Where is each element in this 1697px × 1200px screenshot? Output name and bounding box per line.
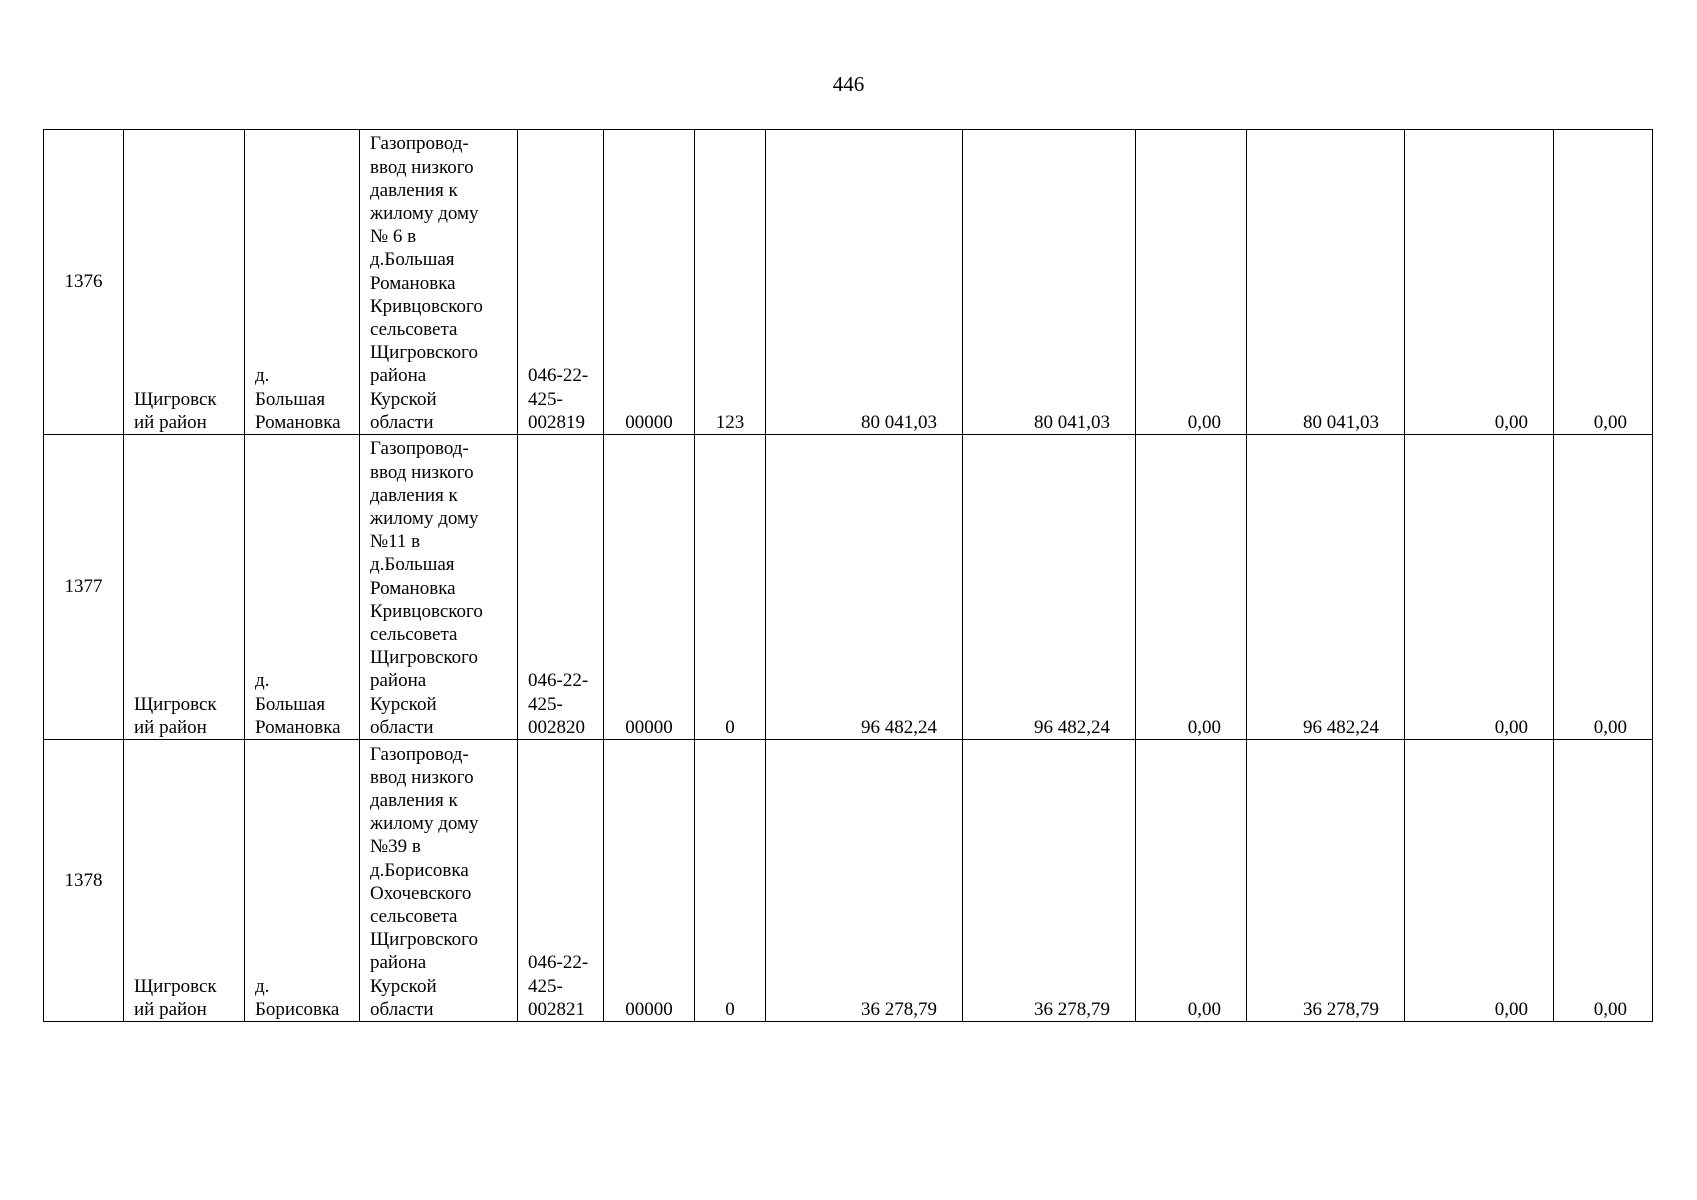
value-4-cell — [1247, 740, 1405, 1022]
value-5: 0,00 — [1494, 411, 1528, 433]
value-6: 0,00 — [1593, 411, 1627, 433]
value-3: 0,00 — [1187, 998, 1221, 1020]
inventory-number-text: 046-22- 425- 002819 — [528, 365, 589, 433]
value-4: 80 041,03 — [1303, 411, 1379, 433]
quantity-value: 123 — [715, 411, 745, 433]
table-row — [44, 740, 1653, 1022]
district-cell — [124, 130, 245, 435]
value-2-cell — [963, 740, 1136, 1022]
object-name-text: Газопровод- ввод низкого давления к жилому дому №39 в д.Борисовка Охочевского сельсовета Щигровского района Курской области — [370, 743, 479, 1020]
value-3-cell — [1136, 435, 1247, 740]
value-6-cell — [1554, 435, 1653, 740]
quantity-value: 0 — [725, 716, 735, 738]
code-cell — [604, 130, 695, 435]
settlement-text: д. Большая Романовка — [255, 365, 341, 433]
inventory-number-text: 046-22- 425- 002820 — [528, 670, 589, 738]
quantity-cell — [695, 130, 766, 435]
row-number-cell — [44, 130, 124, 435]
quantity-cell — [695, 435, 766, 740]
value-6-cell — [1554, 740, 1653, 1022]
value-3-cell — [1136, 130, 1247, 435]
value-2: 36 278,79 — [1034, 998, 1110, 1020]
settlement-text: д. Борисовка — [255, 975, 340, 1020]
quantity-cell — [695, 740, 766, 1022]
row-number: 1378 — [64, 869, 103, 891]
value-2: 80 041,03 — [1034, 411, 1110, 433]
row-number-cell — [44, 435, 124, 740]
row-number-cell — [44, 740, 124, 1022]
district-text: Щигровск ий район — [134, 975, 217, 1020]
value-4-cell — [1247, 130, 1405, 435]
value-5-cell — [1405, 435, 1554, 740]
value-1-cell — [766, 435, 963, 740]
row-number: 1377 — [64, 576, 103, 598]
value-2-cell — [963, 130, 1136, 435]
value-3: 0,00 — [1187, 716, 1221, 738]
object-name-text: Газопровод- ввод низкого давления к жилому дому № 6 в д.Большая Романовка Кривцовского сельсовета Щигровского района Курской области — [370, 133, 483, 433]
settlement-cell — [245, 130, 360, 435]
value-1-cell — [766, 130, 963, 435]
object-name-cell — [360, 435, 518, 740]
value-3: 0,00 — [1187, 411, 1221, 433]
table-row — [44, 130, 1653, 435]
value-4: 96 482,24 — [1303, 716, 1379, 738]
value-1: 80 041,03 — [861, 411, 937, 433]
settlement-cell — [245, 740, 360, 1022]
value-1-cell — [766, 740, 963, 1022]
code-value: 00000 — [625, 411, 673, 433]
asset-register-table — [43, 129, 1653, 1022]
page-number: 446 — [832, 72, 865, 96]
value-4-cell — [1247, 435, 1405, 740]
district-text: Щигровск ий район — [134, 388, 217, 433]
object-name-cell — [360, 740, 518, 1022]
settlement-cell — [245, 435, 360, 740]
inventory-number-cell — [518, 435, 604, 740]
code-cell — [604, 435, 695, 740]
value-5-cell — [1405, 130, 1554, 435]
table-row — [44, 435, 1653, 740]
code-value: 00000 — [625, 716, 673, 738]
value-6: 0,00 — [1593, 998, 1627, 1020]
value-1: 96 482,24 — [861, 716, 937, 738]
value-3-cell — [1136, 740, 1247, 1022]
value-1: 36 278,79 — [861, 998, 937, 1020]
value-6: 0,00 — [1593, 716, 1627, 738]
code-cell — [604, 740, 695, 1022]
code-value: 00000 — [625, 998, 673, 1020]
quantity-value: 0 — [725, 998, 735, 1020]
value-5: 0,00 — [1494, 998, 1528, 1020]
value-6-cell — [1554, 130, 1653, 435]
object-name-cell — [360, 130, 518, 435]
row-number: 1376 — [64, 271, 103, 293]
settlement-text: д. Большая Романовка — [255, 670, 341, 738]
inventory-number-cell — [518, 130, 604, 435]
district-cell — [124, 435, 245, 740]
value-2-cell — [963, 435, 1136, 740]
inventory-number-cell — [518, 740, 604, 1022]
value-5: 0,00 — [1494, 716, 1528, 738]
value-4: 36 278,79 — [1303, 998, 1379, 1020]
district-cell — [124, 740, 245, 1022]
value-2: 96 482,24 — [1034, 716, 1110, 738]
value-5-cell — [1405, 740, 1554, 1022]
inventory-number-text: 046-22- 425- 002821 — [528, 952, 589, 1020]
district-text: Щигровск ий район — [134, 693, 217, 738]
object-name-text: Газопровод- ввод низкого давления к жилому дому №11 в д.Большая Романовка Кривцовского сельсовета Щигровского района Курской области — [370, 438, 483, 738]
